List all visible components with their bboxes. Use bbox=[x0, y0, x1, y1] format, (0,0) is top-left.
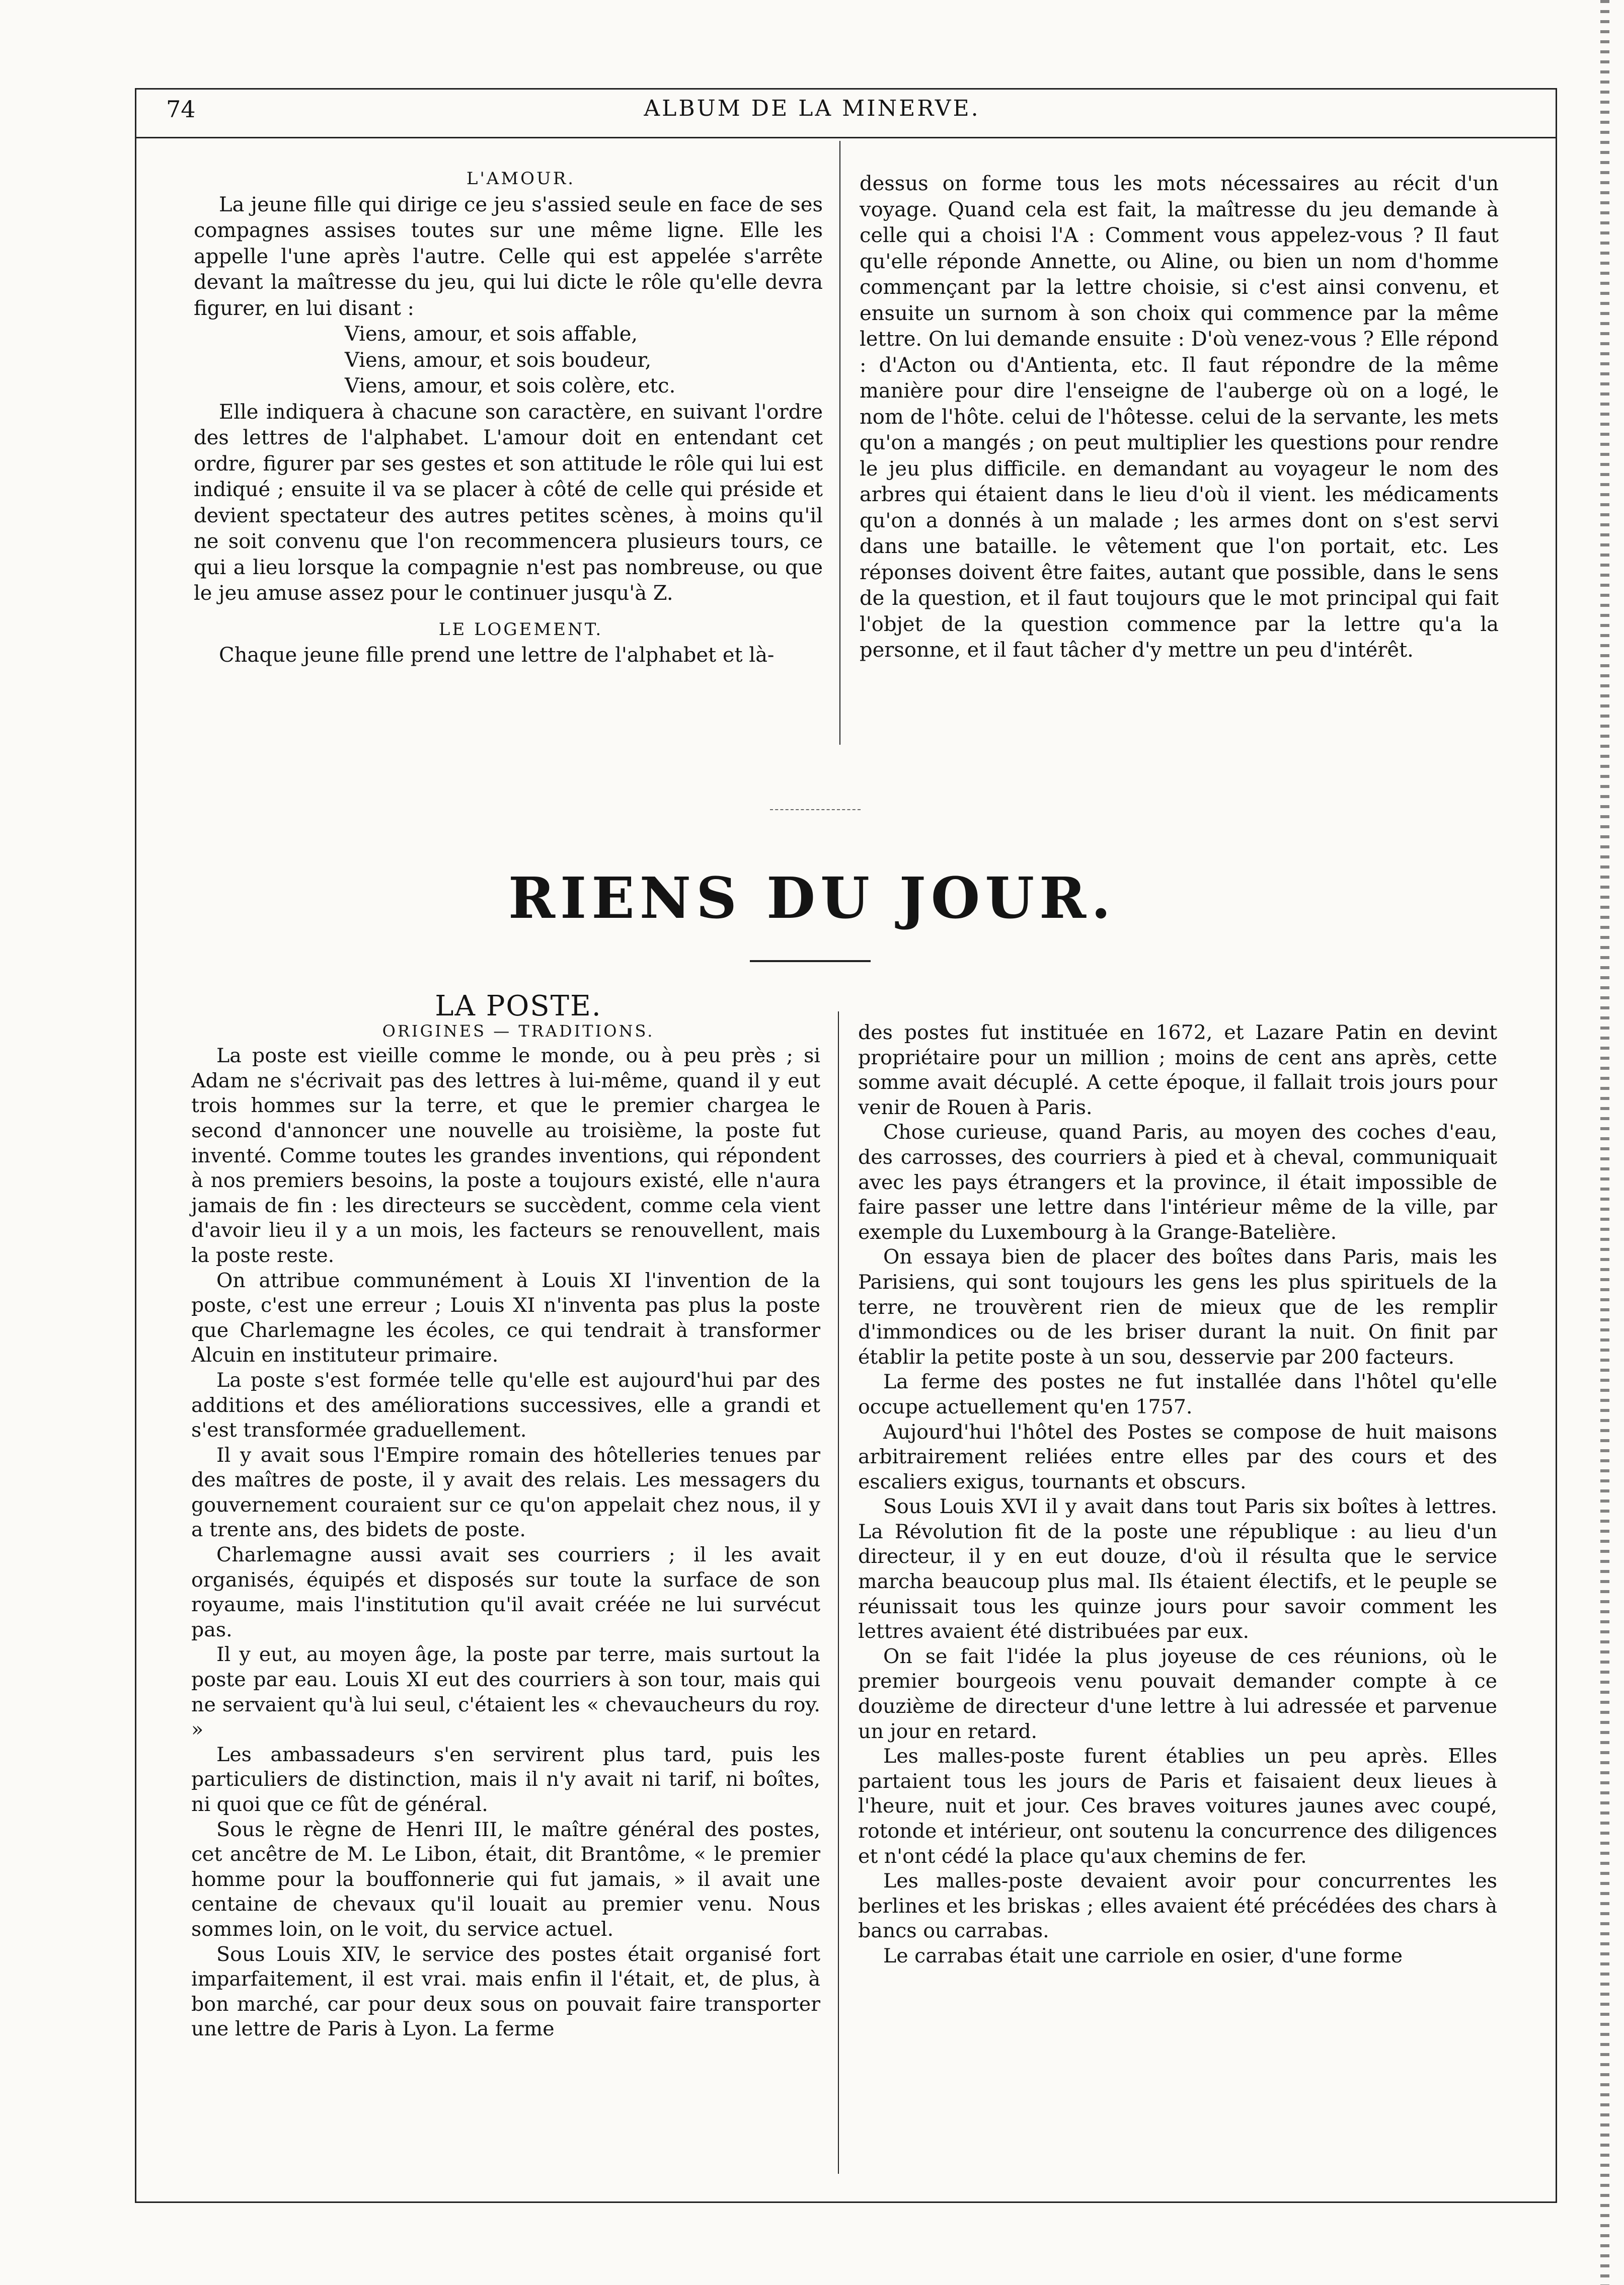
verse-line: Viens, amour, et sois affable, bbox=[345, 323, 638, 346]
paragraph: dessus on forme tous les mots nécessaires au récit d'un voyage. Quand cela est fait, la maîtresse du jeu demande à celle qui a choisi l'A : Comment vous appelez-vous ? Il faut qu'elle réponde Annette, ou Aline, ou bien un nom d'homme commençant par la lettre choisie, si c'est ainsi convenu, et ensuite un surnom à son choix qui commence par la même lettre. On lui demande ensuite : D'où venez-vous ? Elle répond : d'Acton ou d'Antienta, etc. Il faut répondre de la même manière pour dire l'enseigne de l'auberge où on a logé, le nom de l'hôte. celui de l'hôtesse. celui de la servante, les mets qu'on a mangés ; on peut multiplier les questions pour rendre le jeu plus difficile. en demandant au voyageur le nom des arbres qui étaient dans le lieu d'où il vient. les médicaments qu'on a donnés à un malade ; les armes dont on s'est servi dans une bataille. le vêtement que l'on portait, etc. Les réponses doivent être faites, autant que possible, dans le sens de la question, et il faut toujours que le mot principal qui fait l'objet de la question commence par la lettre qu'a la personne, et il faut tâcher d'y mettre un peu d'intérêt. bbox=[860, 172, 1499, 662]
page-edge-scan-artifact bbox=[1600, 0, 1609, 2285]
paragraph: On essaya bien de placer des boîtes dans Paris, mais les Parisiens, qui sont toujours les gens les plus spirituels de la terre, ne trouvèrent rien de mieux que de les remplir d'immondices ou de les briser durant la nuit. On finit par établir la petite poste à un sou, desservie par 200 facteurs. bbox=[858, 1245, 1497, 1369]
paragraph: Le carrabas était une carriole en osier, d'une forme bbox=[883, 1944, 1403, 1967]
paragraph: Aujourd'hui l'hôtel des Postes se compose de huit maisons arbitrairement reliées entre elles par des cours et des escaliers exigus, tournants et obscurs. bbox=[858, 1420, 1497, 1493]
article-title: LA POSTE. bbox=[435, 990, 602, 1022]
page-number: 74 bbox=[166, 96, 196, 123]
running-title: ALBUM DE LA MINERVE. bbox=[644, 96, 980, 121]
paragraph: Sous Louis XIV, le service des postes était organisé fort imparfaitement, il est vrai. mais enfin il l'était, et, de plus, à bon marché, car pour deux sous on pouvait faire transporter une lettre de Paris à Lyon. La ferme bbox=[191, 1942, 820, 2041]
paragraph: Sous Louis XVI il y avait dans tout Paris six boîtes à lettres. La Révolution fit de la poste une république : au lieu d'un directeur, il y en eut douze, d'où il résulta que le service marcha beaucoup plus mal. Ils étaient électifs, et le peuple se réunissait tous les quinze jours pour savoir comment les lettres avaient été distribuées par eux. bbox=[858, 1495, 1497, 1643]
paragraph: Sous le règne de Henri III, le maître général des postes, cet ancêtre de M. Le Libon, était, dit Brantôme, « le premier homme pour la bouffonnerie qui fut jamais, » il avait une centaine de chevaux qu'il louait au premier venu. Nous sommes loin, on le voit, du service actuel. bbox=[191, 1818, 820, 1941]
paragraph: Chose curieuse, quand Paris, au moyen des coches d'eau, des carrosses, des courriers à pied et à cheval, communiquait avec les pays étrangers et la province, il était impossible de faire passer une lettre dans l'intérieur même de la ville, par exemple du Luxembourg à la Grange-Batelière. bbox=[858, 1121, 1497, 1244]
article-right-column bbox=[858, 1020, 1497, 1969]
paragraph: Charlemagne aussi avait ses courriers ; il les avait organisés, équipés et disposés sur toute la surface de son royaume, mais l'institution qu'il avait créée ne lui survécut pas. bbox=[191, 1543, 820, 1641]
separator-dashes bbox=[770, 809, 861, 810]
paragraph: On se fait l'idée la plus joyeuse de ces réunions, où le premier bourgeois venu pouvait demander compte à ce douzième de directeur d'une lettre à lui adressée et parvenue un jour en retard. bbox=[858, 1644, 1497, 1743]
top-column-divider bbox=[839, 141, 840, 745]
paragraph: On attribue communément à Louis XI l'invention de la poste, c'est une erreur ; Louis XI n'inventa pas plus la poste que Charlemagne les écoles, ce qui tendrait à transformer Alcuin en instituteur primaire. bbox=[191, 1269, 820, 1367]
paragraph: Chaque jeune fille prend une lettre de l'alphabet et là- bbox=[219, 644, 775, 667]
paragraph: Les malles-poste furent établies un peu après. Elles partaient tous les jours de Paris et faisaient deux lieues à l'heure, nuit et jour. Ces braves voitures jaunes avec coupé, rotonde et intérieur, ont soutenu la concurrence des diligences et n'ont cédé la place qu'aux chemins de fer. bbox=[858, 1745, 1497, 1868]
paragraph: La poste s'est formée telle qu'elle est aujourd'hui par des additions et des améliorations successives, elle a grandi et s'est transformée graduellement. bbox=[191, 1368, 820, 1442]
top-left-column bbox=[194, 166, 823, 669]
paragraph: La ferme des postes ne fut installée dans l'hôtel qu'elle occupe actuellement qu'en 1757. bbox=[858, 1370, 1497, 1419]
section-title: RIENS DU JOUR. bbox=[508, 865, 1116, 931]
paragraph: La jeune fille qui dirige ce jeu s'assied seule en face de ses compagnes assises toutes sur une même ligne. Elle les appelle l'une après l'autre. Celle qui est appelée s'arrête devant la maîtresse du jeu, qui lui dicte le rôle qu'elle devra figurer, en lui disant : bbox=[194, 193, 823, 320]
verse-line: Viens, amour, et sois colère, etc. bbox=[345, 374, 676, 398]
paragraph: Il y eut, au moyen âge, la poste par terre, mais surtout la poste par eau. Louis XI eut des courriers à son tour, mais qui ne servaient qu'à lui seul, c'étaient les « chevaucheurs du roy. » bbox=[191, 1643, 820, 1742]
paragraph: Les ambassadeurs s'en servirent plus tard, puis les particuliers de distinction, mais il n'y avait ni tarif, ni boîtes, ni quoi que ce fût de général. bbox=[191, 1743, 820, 1816]
verse-line: Viens, amour, et sois boudeur, bbox=[345, 348, 652, 372]
top-right-column bbox=[860, 171, 1499, 664]
article-left-column bbox=[191, 990, 820, 2042]
article-subtitle: ORIGINES — TRADITIONS. bbox=[382, 1021, 655, 1041]
paragraph: Il y avait sous l'Empire romain des hôtelleries tenues par des maîtres de poste, il y avait des relais. Les messagers du gouvernement couraient sur ce qu'on appelait chez nous, il y a trente ans, des bidets de poste. bbox=[191, 1443, 820, 1542]
paragraph: Les malles-poste devaient avoir pour concurrentes les berlines et les briskas ; elles avaient été précédées des chars à bancs ou carrabas. bbox=[858, 1869, 1497, 1943]
title-underline bbox=[750, 960, 871, 962]
article-column-divider bbox=[838, 1011, 839, 2174]
paragraph: Elle indiquera à chacune son caractère, en suivant l'ordre des lettres de l'alphabet. L'amour doit en entendant cet ordre, figurer par ses gestes et son attitude le rôle qui lui est indiqué ; ensuite il va se placer à côté de celle qui préside et devient spectateur des autres petites scènes, à moins qu'il ne soit convenu que l'on recommencera plusieurs tours, ce qui a lieu lorsque la compagnie n'est pas nombreuse, ou que le jeu amuse assez pour le continuer jusqu'à Z. bbox=[194, 400, 823, 605]
paragraph: La poste est vieille comme le monde, ou à peu près ; si Adam ne s'écrivait pas des lettres à lui-même, quand il y eut trois hommes sur la terre, et que le premier chargea le second d'annoncer une nouvelle au troisième, la poste fut inventé. Comme toutes les grandes inventions, qui répondent à nos premiers besoins, la poste a toujours existé, elle n'aura jamais de fin : les directeurs se succèdent, comme cela vient d'avoir lieu il y a un mois, les facteurs se renouvellent, mais la poste reste. bbox=[191, 1044, 820, 1267]
heading-le-logement: LE LOGEMENT. bbox=[438, 619, 603, 640]
heading-lamour: L'AMOUR. bbox=[466, 169, 576, 189]
paragraph: des postes fut instituée en 1672, et Lazare Patin en devint propriétaire pour un million ; moins de cent ans après, cette somme avait décuplé. A cette époque, il fallait trois jours pour venir de Rouen à Paris. bbox=[858, 1021, 1497, 1119]
